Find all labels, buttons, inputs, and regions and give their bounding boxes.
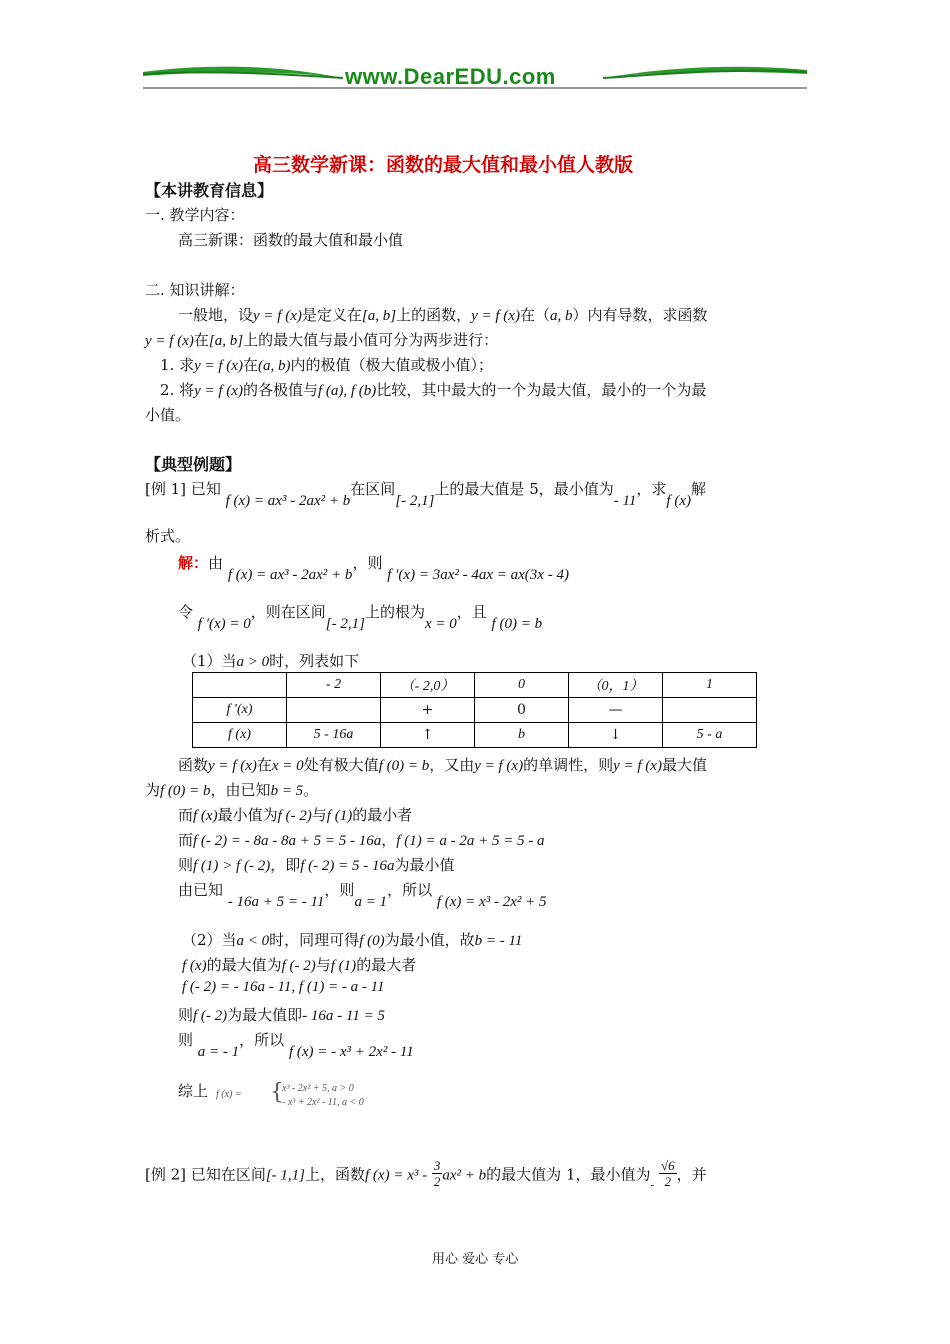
table-cell: - 2 [287,673,381,698]
table-row [193,673,757,698]
fraction-sqrt6-2: $\frac{√6}{2}$ [660,1158,675,1189]
step-2-cont: 小值。 [145,406,191,424]
summary-label: 综上 [178,1082,209,1100]
case-2-line2: f (x)的最大值为f (- 2)与f (1)的最大者 [182,956,417,974]
table-cell [193,673,287,698]
site-logo[interactable]: www.DearEDU.com [345,64,556,89]
case-2-line4: 则f (- 2)为最大值即- 16a - 11 = 5 [178,1006,385,1024]
table-cell: 5 - a [663,723,757,748]
example-2-line1: [例 2] 已知在区间[- 1,1]上，函数f (x) = x³ - $\frac{3}{2}$ ax² + b的最大值为 1，最小值为$_-$ $\frac{√6}{2}$ ，并 [145,1158,707,1191]
solution-line2: 令 f ′(x) = 0，则在区间[- 2,1]上的根为x = 0，且 f (0) = b [178,603,543,632]
case-1-line2: 为f (0) = b，由已知b = 5。 [145,781,319,799]
case-1-line4: 而f (- 2) = - 8a - 8a + 5 = 5 - 16a，f (1) = a - 2a + 5 = 5 - a [178,831,545,849]
case-1-intro: （1）当a > 0时，列表如下 [182,652,360,670]
table-cell: 5 - 16a [287,723,381,748]
step-1: 1. 求y = f (x)在(a, b)内的极值（极大值或极小值）； [160,356,493,374]
section-heading-info: 【本讲教育信息】 [145,181,274,200]
table-cell: 0 [475,698,569,723]
table-cell: ↑ [381,723,475,748]
case-1-line6: 由已知 - 16a + 5 = - 11，则a = 1，所以 f (x) = x³ - 2x² + 5 [178,881,547,910]
table-cell: （0，1） [569,673,663,698]
table-cell: ↓ [569,723,663,748]
case-1-line1: 函数y = f (x)在x = 0处有极大值f (0) = b，又由y = f (x)的单调性，则y = f (x)最大值 [178,756,707,774]
table-cell: 0 [475,673,569,698]
case-1-line3: 而f (x)最小值为f (- 2)与f (1)的最小者 [178,806,413,824]
table-cell [663,698,757,723]
table-cell: + [381,698,475,723]
table-row [193,723,757,748]
example-1-line1: [例 1] 已知 f (x) = ax³ - 2ax² + b在区间[- 2,1]上的最大值是 5，最小值为- 11，求f (x)解 [145,480,706,509]
table-cell [287,698,381,723]
table-cell: — [569,698,663,723]
content-label: 一. 教学内容： [145,206,245,224]
table-cell: 1 [663,673,757,698]
table-row [193,698,757,723]
table-cell: f (x) [193,723,287,748]
solution-line1: 解：由 f (x) = ax³ - 2ax² + b，则 f ′(x) = 3ax² - 4ax = ax(3x - 4) [178,554,569,583]
table-cell: （- 2,0） [381,673,475,698]
fraction-3-2: $\frac{3}{2}$ [433,1158,441,1189]
content-text: 高三新课：函数的最大值和最小值 [178,231,404,249]
knowledge-para-line1: 一般地，设y = f (x)是定义在[a, b]上的函数，y = f (x)在（a, b）内有导数，求函数 [178,306,708,324]
summary-case-1: x³ - 2x² + 5, a > 0 [282,1083,354,1094]
step-2: 2. 将y = f (x)的各极值与f (a), f (b)比较，其中最大的一个为最大值，最小的一个为最 [160,381,707,399]
footer-text: 用心 爱心 专心 [432,1252,519,1267]
page-title: 高三数学新课：函数的最大值和最小值人教版 [253,154,634,176]
summary-lhs: f (x) = [216,1089,242,1100]
summary-case-2: - x³ + 2x² - 11, a < 0 [282,1097,364,1108]
knowledge-label: 二. 知识讲解： [145,281,245,299]
section-heading-examples: 【典型例题】 [145,455,242,474]
table-cell: b [475,723,569,748]
knowledge-para-line2: y = f (x)在[a, b]上的最大值与最小值可分为两步进行： [145,331,499,349]
case-2-line5: 则 a = - 1，所以 f (x) = - x³ + 2x² - 11 [178,1031,414,1060]
case-2-line3: f (- 2) = - 16a - 11, f (1) = - a - 11 [182,979,385,995]
table-cell: f ′(x) [193,698,287,723]
example-1-line2: 析式。 [145,527,191,545]
case-2-line1: （2）当a < 0时，同理可得f (0)为最小值，故b = - 11 [182,931,523,949]
variation-table [192,672,757,748]
summary-brace: { [270,1080,284,1105]
case-1-line5: 则f (1) > f (- 2)，即f (- 2) = 5 - 16a为最小值 [178,856,455,874]
